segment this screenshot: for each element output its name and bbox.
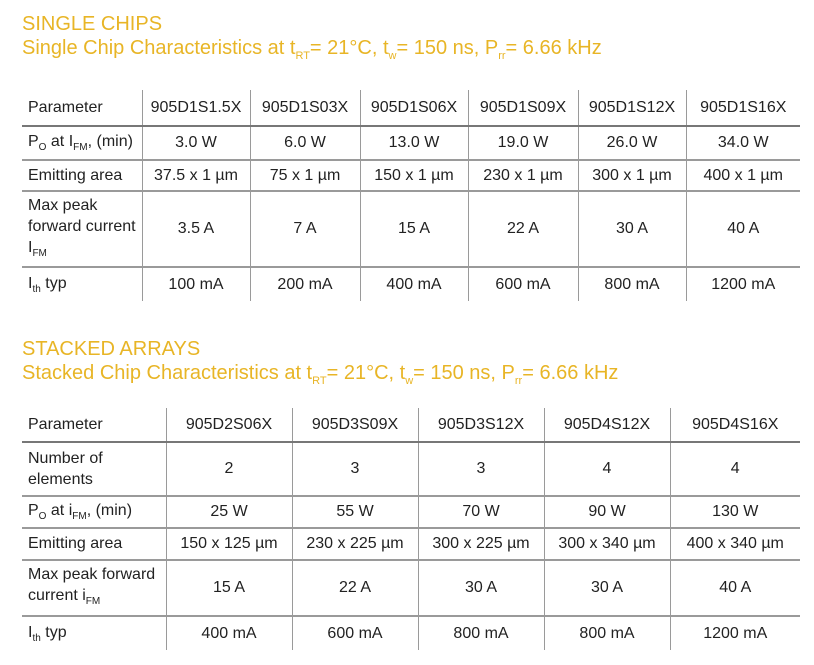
header-cell: 905D3S09X [292,408,418,442]
table-cell: 100 mA [142,267,250,301]
table-row [22,126,800,160]
table-cell: 6.0 W [250,126,360,160]
table-cell: 1200 mA [670,616,800,650]
single-chips-table [22,90,800,301]
table-cell: 90 W [544,496,670,528]
header-cell: 905D2S06X [166,408,292,442]
table-cell: 800 mA [578,267,686,301]
table-header-row [22,408,800,442]
header-cell: 905D1S09X [468,90,578,126]
header-cell: 905D4S12X [544,408,670,442]
table-cell: 150 x 125 µm [166,528,292,560]
row-label-po: $P_O$ at $i_{FM}$, (min) [22,496,166,528]
single-chips-title: SINGLE CHIPS [22,13,163,35]
header-cell: 905D1S03X [250,90,360,126]
table-cell: 3.0 W [142,126,250,160]
table-cell: 19.0 W [468,126,578,160]
table-row [22,496,800,528]
table-cell: 230 x 1 µm [468,160,578,191]
table-cell: 400 x 1 µm [686,160,800,191]
table-cell: 600 mA [468,267,578,301]
table-cell: 30 A [418,560,544,616]
row-label-peak: Max peak forward current $i_{FM}$ [22,560,166,616]
table-row [22,160,800,191]
row-label-elements: Number of elements [22,442,166,496]
table-cell: 40 A [670,560,800,616]
table-row [22,267,800,301]
header-cell: 905D3S12X [418,408,544,442]
table-cell: 40 A [686,191,800,267]
row-label-peak: Max peak forward current $I_{FM}$ [22,191,142,267]
header-cell: 905D1S16X [686,90,800,126]
row-label-area: Emitting area [22,160,142,191]
header-cell: Parameter [22,90,142,126]
table-cell: 30 A [544,560,670,616]
table-cell: 7 A [250,191,360,267]
table-cell: 37.5 x 1 µm [142,160,250,191]
table-cell: 3.5 A [142,191,250,267]
table-cell: 3 [292,442,418,496]
table-row [22,528,800,560]
table-cell: 30 A [578,191,686,267]
table-cell: 22 A [468,191,578,267]
table-cell: 3 [418,442,544,496]
table-cell: 2 [166,442,292,496]
table-cell: 4 [670,442,800,496]
table-cell: 400 x 340 µm [670,528,800,560]
header-cell: 905D1S12X [578,90,686,126]
table-header-row [22,90,800,126]
table-cell: 55 W [292,496,418,528]
stacked-arrays-title: STACKED ARRAYS [22,338,201,360]
table-cell: 4 [544,442,670,496]
table-cell: 1200 mA [686,267,800,301]
table-row [22,191,800,267]
table-cell: 400 mA [166,616,292,650]
row-label-ith: $I_{th}$ typ [28,623,67,644]
table-cell: 15 A [360,191,468,267]
table-cell: 26.0 W [578,126,686,160]
header-cell: 905D4S16X [670,408,800,442]
table-cell: 300 x 1 µm [578,160,686,191]
table-cell: 300 x 225 µm [418,528,544,560]
header-cell: 905D1S06X [360,90,468,126]
row-label-po: $P_O$ at $I_{FM}$, (min) [22,126,142,160]
table-cell: 22 A [292,560,418,616]
table-row [22,616,800,650]
table-cell: 800 mA [544,616,670,650]
table-cell: 15 A [166,560,292,616]
table-cell: 400 mA [360,267,468,301]
row-label-area: Emitting area [22,528,166,560]
single-chips-subtitle: Single Chip Characteristics at $t_{RT}= 21^\circ C$, $t_w= 150$ ns, $P_{rr}= 6.66$ kHz [22,37,602,62]
table-cell: 300 x 340 µm [544,528,670,560]
table-row [22,560,800,616]
table-cell: 150 x 1 µm [360,160,468,191]
table-cell: 70 W [418,496,544,528]
table-cell: 13.0 W [360,126,468,160]
stacked-arrays-table [22,408,800,650]
table-cell: 130 W [670,496,800,528]
row-label-ith: $I_{th}$ typ [28,274,67,295]
table-cell: 75 x 1 µm [250,160,360,191]
table-cell: 34.0 W [686,126,800,160]
table-cell: 800 mA [418,616,544,650]
table-cell: 230 x 225 µm [292,528,418,560]
stacked-arrays-subtitle: Stacked Chip Characteristics at $t_{RT}= 21^\circ C$, $t_w= 150$ ns, $P_{rr}= 6.66$ kHz [22,362,619,387]
header-cell: 905D1S1.5X [142,90,250,126]
header-cell: Parameter [22,408,166,442]
table-cell: 600 mA [292,616,418,650]
table-row [22,442,800,496]
table-cell: 25 W [166,496,292,528]
table-cell: 200 mA [250,267,360,301]
